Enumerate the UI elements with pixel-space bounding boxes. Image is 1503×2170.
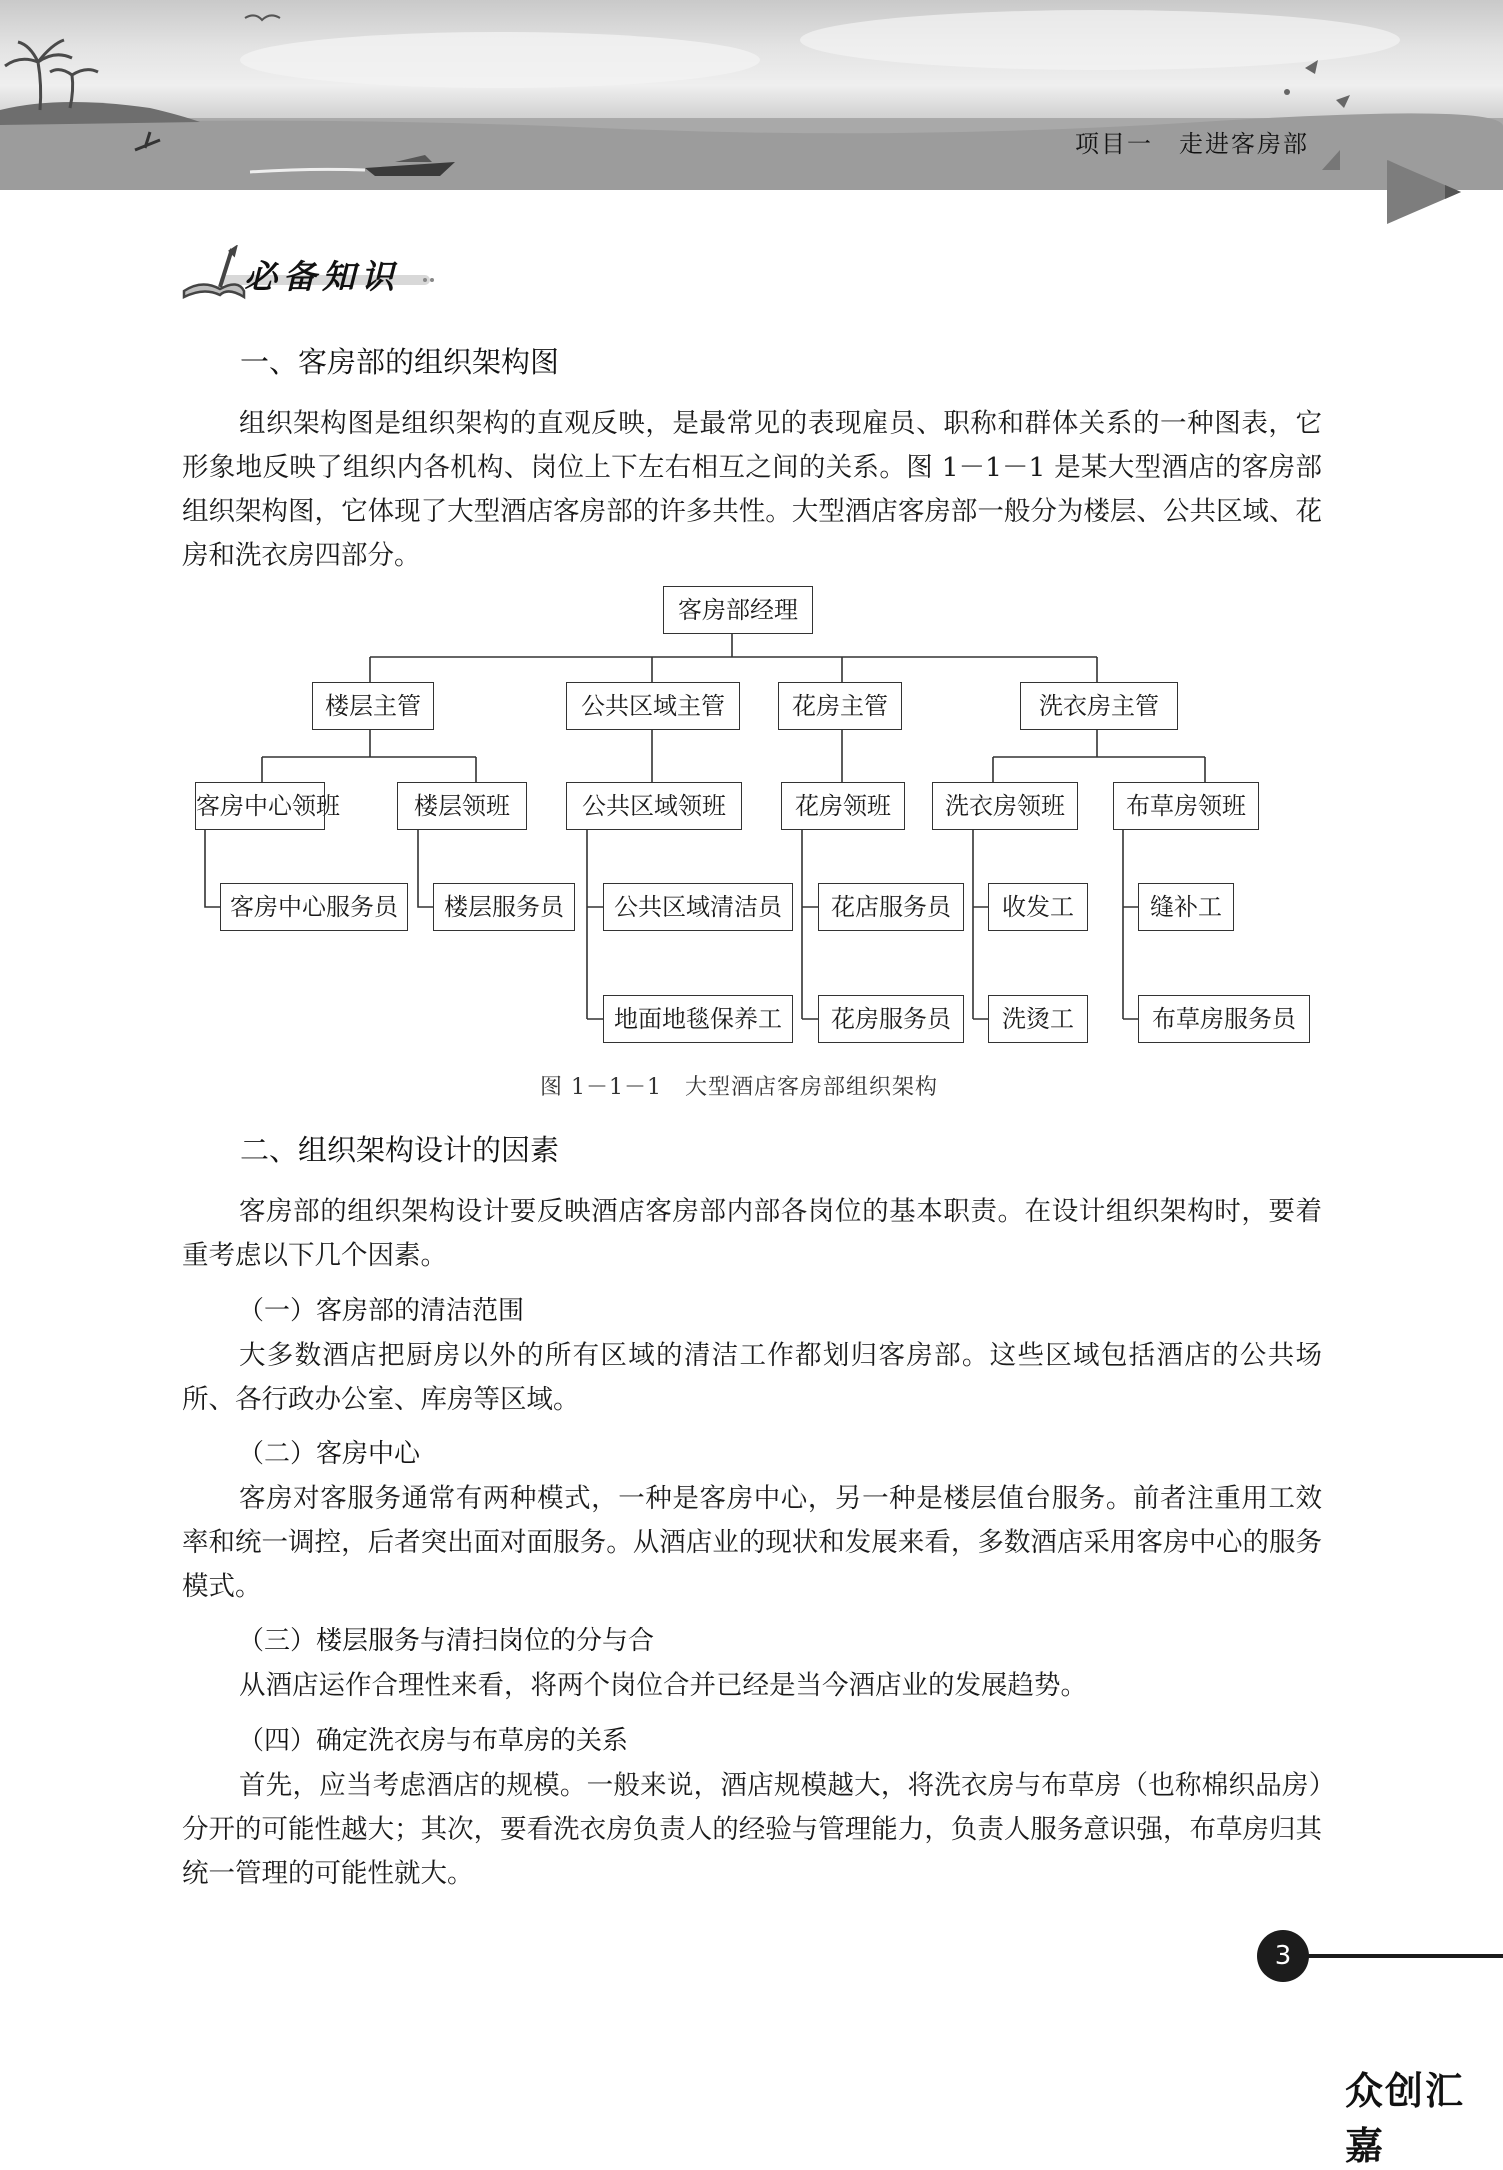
- item3-title: （三）楼层服务与清扫岗位的分与合: [238, 1626, 655, 1656]
- org-box-center-staff: 客房中心服务员: [220, 883, 408, 931]
- connector-root: [370, 634, 1097, 682]
- org-box-floor-staff: 楼层服务员: [433, 883, 575, 931]
- org-box-center-leader: 客房中心领班: [195, 782, 325, 830]
- item1-text: 大多数酒店把厨房以外的所有区域的清洁工作都划归客房部。这些区域包括酒店的公共场所、各行政办公室、库房等区域。: [182, 1340, 1322, 1415]
- org-box-flower-staff: 花房服务员: [818, 995, 964, 1043]
- org-box-flower-leader: 花房领班: [781, 782, 905, 830]
- connector-laundry: [993, 730, 1205, 782]
- org-box-public-leader: 公共区域领班: [566, 782, 742, 830]
- beach-scene-illustration: [0, 0, 1503, 190]
- org-box-laundry-leader: 洗衣房领班: [932, 782, 1078, 830]
- page-number-rule: [1300, 1954, 1503, 1958]
- section2-heading: 二、组织架构设计的因素: [240, 1133, 560, 1167]
- org-box-floor-leader: 楼层领班: [397, 782, 527, 830]
- open-book-pen-icon: [184, 247, 244, 297]
- org-box-flower-shop-staff: 花店服务员: [818, 883, 964, 931]
- connector-floor: [262, 730, 476, 782]
- play-triangle-icon: [1385, 158, 1465, 226]
- org-box-linen-leader: 布草房领班: [1113, 782, 1259, 830]
- org-box-linen-staff: 布草房服务员: [1138, 995, 1310, 1043]
- org-box-carpet-worker: 地面地毯保养工: [603, 995, 793, 1043]
- connector-floor-staff: [418, 830, 433, 907]
- org-box-sewing-worker: 缝补工: [1138, 883, 1234, 931]
- item2-title: （二）客房中心: [238, 1439, 421, 1469]
- bird-icon: [245, 15, 280, 20]
- island: [0, 102, 200, 125]
- item2-text: 客房对客服务通常有两种模式，一种是客房中心，另一种是楼层值台服务。前者注重用工效率和统一调控，后者突出面对面服务。从酒店业的现状和发展来看，多数酒店采用客房中心的服务模式。: [182, 1483, 1322, 1602]
- connector-laundry-staff: [973, 830, 988, 1019]
- chapter-header-title: 项目一 走进客房部: [1075, 130, 1309, 158]
- org-box-floor-supervisor: 楼层主管: [312, 682, 434, 730]
- org-box-public-supervisor: 公共区域主管: [566, 682, 740, 730]
- connector-public-staff: [587, 830, 603, 1019]
- org-box-ironing-worker: 洗烫工: [988, 995, 1088, 1043]
- watermark-text: 众创汇嘉: [1345, 2069, 1466, 2168]
- connector-flower-staff: [802, 830, 818, 1019]
- org-box-flower-supervisor: 花房主管: [778, 682, 902, 730]
- section2-intro: 客房部的组织架构设计要反映酒店客房部内部各岗位的基本职责。在设计组织架构时，要着重考虑以下几个因素。: [182, 1196, 1322, 1271]
- connector-linen-staff: [1123, 830, 1138, 1019]
- section-badge: [180, 245, 440, 301]
- page-number: 3: [1257, 1930, 1309, 1982]
- section1-heading: 一、客房部的组织架构图: [240, 345, 560, 379]
- org-box-laundry-supervisor: 洗衣房主管: [1020, 682, 1178, 730]
- section1-paragraph: 组织架构图是组织架构的直观反映，是最常见的表现雇员、职称和群体关系的一种图表，它形象地反映了组织内各机构、岗位上下左右相互之间的关系。图 1－1－1 是某大型酒店的客房部组织架构图，它体现了大型酒店客房部的许多共性。大型酒店客房部一般分为楼层、公共区域、花房和洗衣房四部分。: [182, 408, 1322, 571]
- org-box-receiving-worker: 收发工: [988, 883, 1088, 931]
- item4-title: （四）确定洗衣房与布草房的关系: [238, 1726, 629, 1756]
- connector-center-staff: [205, 830, 220, 907]
- header-banner: [0, 0, 1503, 190]
- org-box-public-cleaner: 公共区域清洁员: [603, 883, 793, 931]
- figure-caption: 图 1－1－1 大型酒店客房部组织架构: [540, 1075, 938, 1100]
- item1-title: （一）客房部的清洁范围: [238, 1296, 525, 1326]
- item3-text: 从酒店运作合理性来看，将两个岗位合并已经是当今酒店业的发展趋势。: [239, 1670, 1087, 1701]
- item4-text: 首先，应当考虑酒店的规模。一般来说，酒店规模越大，将洗衣房与布草房（也称棉织品房）分开的可能性越大；其次，要看洗衣房负责人的经验与管理能力，负责人服务意识强，布草房归其统一管理的可能性就大。: [182, 1770, 1322, 1889]
- badge-label: 必备知识: [244, 257, 400, 296]
- palm-tree-icon: [5, 40, 98, 110]
- org-box-manager: 客房部经理: [663, 586, 813, 634]
